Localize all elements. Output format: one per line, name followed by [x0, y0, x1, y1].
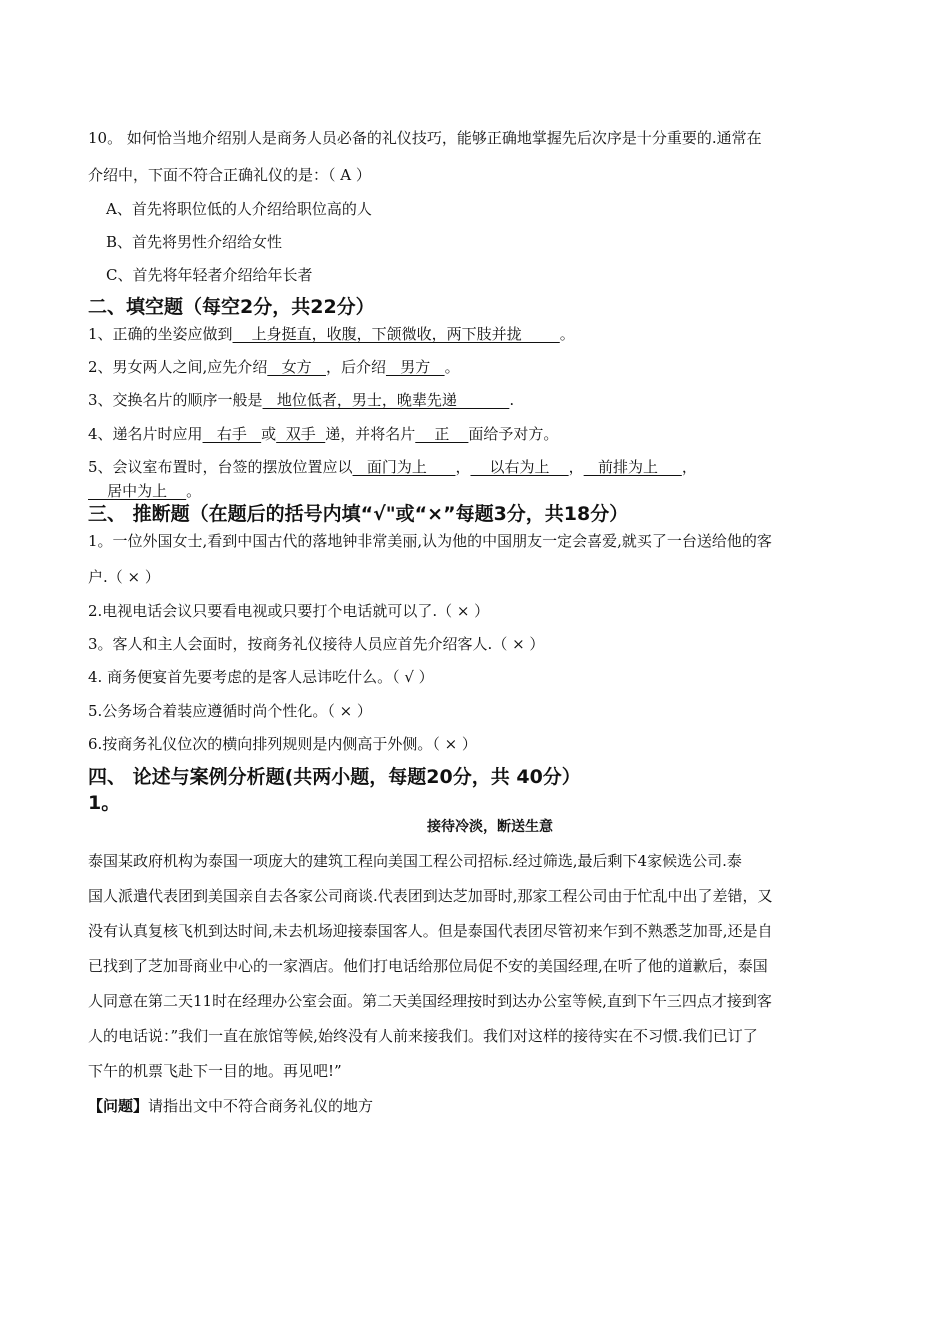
case-paragraph-line: 人的电话说：”我们一直在旅馆等候,始终没有人前来接我们。我们对这样的接待实在不习惯.我们已订了: [88, 1027, 758, 1045]
fill-text: 2、男女两人之间,应先介绍: [88, 358, 268, 376]
fill-answer: 男方: [385, 358, 445, 376]
section2-heading: 二、填空题（每空2分，共22分）: [88, 296, 375, 318]
fill-answer: 前排为上: [583, 458, 682, 476]
case-paragraph-line: 人同意在第二天11时在经理办公室会面。第二天美国经理按时到达办公室等候,直到下午三四点才接到客: [88, 992, 772, 1010]
judge-item-2: 2.电视电话会议只要看电视或只要打个电话就可以了.（ × ）: [88, 602, 490, 620]
fill-item-2: [88, 357, 460, 377]
case-question-label: 【问题】: [88, 1097, 149, 1115]
judge-item-4: 4. 商务便宴首先要考虑的是客人忌讳吃什么。（ √ ）: [88, 668, 434, 686]
fill-answer: 右手: [202, 425, 262, 443]
fill-text: 1、正确的坐姿应做到: [88, 325, 233, 343]
fill-text: 。: [559, 325, 575, 343]
fill-text: ，: [681, 458, 697, 476]
section3-heading: 三、 推断题（在题后的括号内填“√"或“×”每题3分，共18分）: [88, 503, 629, 525]
case-question: [88, 1096, 373, 1116]
fill-text: 递，并将名片: [325, 425, 416, 443]
judge-item-1-cont: 户.（ × ）: [88, 568, 160, 586]
case-number: 1。: [88, 792, 121, 814]
judge-item-1: 1。一位外国女士,看到中国古代的落地钟非常美丽,认为他的中国朋友一定会喜爱,就买了一台送给他的客: [88, 532, 772, 550]
case-paragraph-line: 泰国某政府机构为泰国一项庞大的建筑工程向美国工程公司招标.经过筛选,最后剩下4家候选公司.泰: [88, 852, 742, 870]
case-paragraph-line: 下午的机票飞赴下一目的地。再见吧!”: [88, 1062, 342, 1080]
fill-text: ，后介绍: [325, 358, 386, 376]
fill-text: 。: [444, 358, 460, 376]
fill-text: ，: [568, 458, 584, 476]
judge-item-5: 5.公务场合着装应遵循时尚个性化。（ × ）: [88, 702, 372, 720]
q10-option-c: C、首先将年轻者介绍给年长者: [106, 266, 313, 284]
fill-text: 或: [261, 425, 277, 443]
fill-text: .: [509, 391, 515, 409]
fill-text: 5、会议室布置时，台签的摆放位置应以: [88, 458, 353, 476]
fill-text: 面给予对方。: [468, 425, 559, 443]
fill-answer: 上身挺直，收腹，下颌微收，两下肢并拢: [232, 325, 560, 343]
fill-text: ，: [455, 458, 471, 476]
q10-option-b: B、首先将男性介绍给女性: [106, 233, 283, 251]
judge-item-6: 6.按商务礼仪位次的横向排列规则是内侧高于外侧。（ × ）: [88, 735, 477, 753]
fill-item-3: [88, 390, 514, 410]
q10-option-a: A、首先将职位低的人介绍给职位高的人: [106, 200, 372, 218]
fill-text: 4、递名片时应用: [88, 425, 203, 443]
case-paragraph-line: 国人派遣代表团到美国亲自去各家公司商谈.代表团到达芝加哥时,那家工程公司由于忙乱中出了差错，又: [88, 887, 773, 905]
fill-item-1: [88, 324, 575, 344]
case-question-text: 请指出文中不符合商务礼仪的地方: [148, 1097, 374, 1115]
fill-answer: 双手: [276, 425, 326, 443]
fill-answer: 居中为上: [88, 482, 187, 500]
fill-item-4: [88, 424, 558, 444]
fill-text: 3、交换名片的顺序一般是: [88, 391, 263, 409]
case-paragraph-line: 没有认真复核飞机到达时间,未去机场迎接泰国客人。但是泰国代表团尽管初来乍到不熟悉芝加哥,还是自: [88, 922, 773, 940]
fill-answer: 地位低者，男士，晚辈先递: [262, 391, 510, 409]
fill-answer: 女方: [267, 358, 326, 376]
fill-answer: 以右为上: [470, 458, 569, 476]
fill-item-5-cont: [88, 481, 201, 501]
fill-answer: 面门为上: [352, 458, 456, 476]
q10-line1: 10。 如何恰当地介绍别人是商务人员必备的礼仪技巧，能够正确地掌握先后次序是十分重要的.通常在: [88, 129, 762, 147]
q10-line2: 介绍中，下面不符合正确礼仪的是：（ A ）: [88, 166, 371, 184]
case-paragraph-line: 已找到了芝加哥商业中心的一家酒店。他们打电话给那位局促不安的美国经理,在听了他的道歉后，泰国: [88, 957, 768, 975]
fill-item-5: [88, 457, 697, 477]
judge-item-3: 3。客人和主人会面时，按商务礼仪接待人员应首先介绍客人.（ × ）: [88, 635, 545, 653]
case-title: 接待冷淡，断送生意: [427, 819, 553, 835]
fill-answer: 正: [415, 425, 469, 443]
section4-heading: 四、 论述与案例分析题(共两小题，每题20分，共 40分）: [88, 766, 581, 788]
fill-text: 。: [186, 482, 202, 500]
